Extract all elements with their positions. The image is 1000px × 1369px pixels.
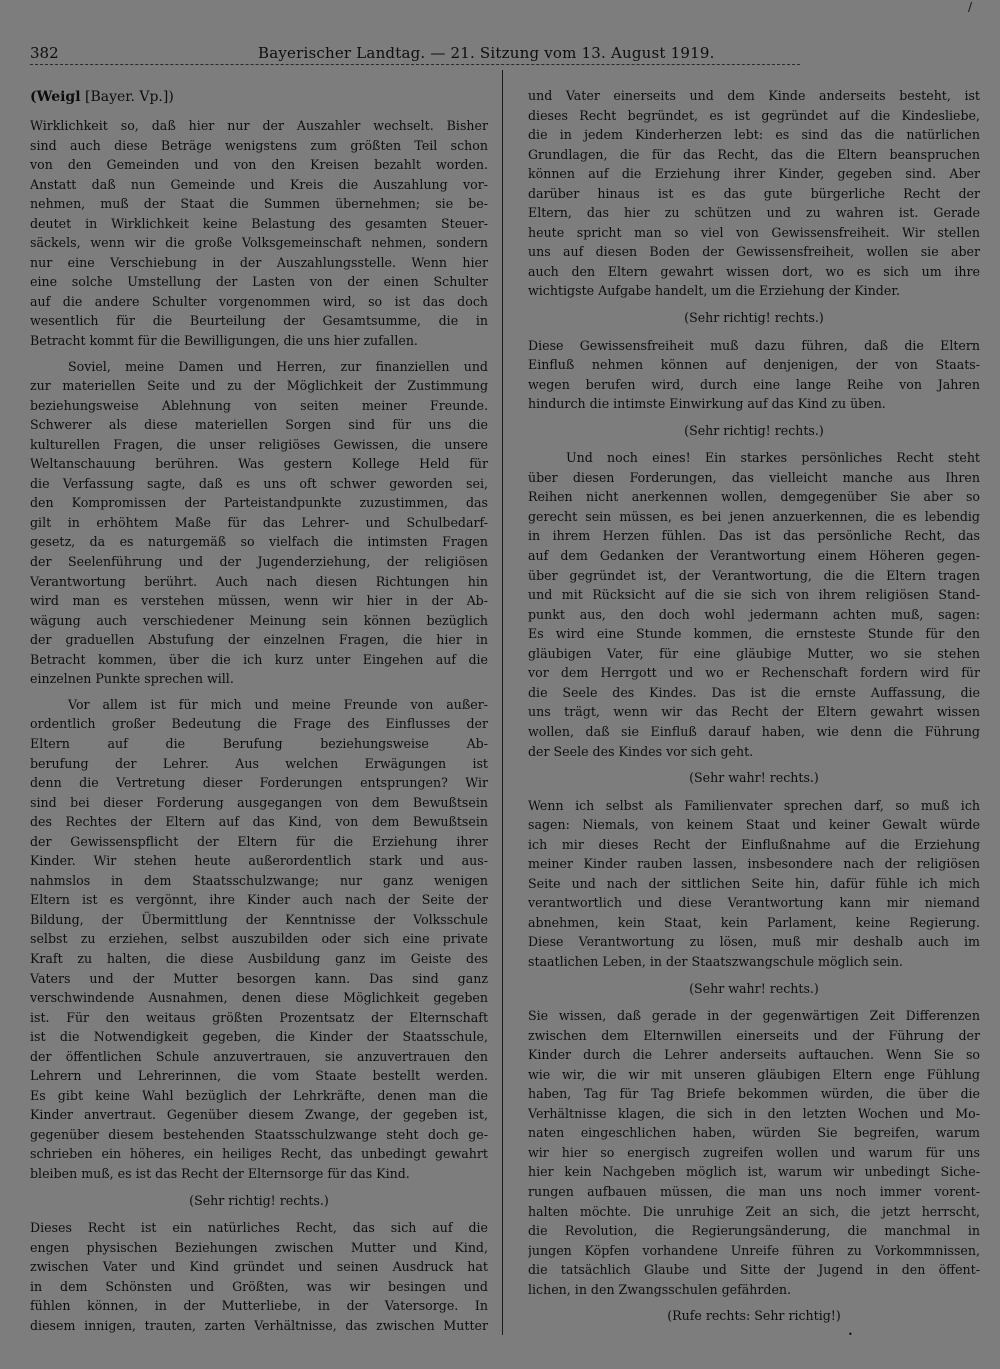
text-line: ist. Für den weitaus größten Prozentsatz der Elternschaft <box>30 1009 488 1025</box>
text-line: diesem innigen, trauten, zarten Verhältnisse, das zwischen Mutter <box>30 1317 488 1333</box>
text-line: Eltern ist es vergönnt, ihre Kinder auch nach der Seite der <box>30 892 488 908</box>
text-line: und Vater einerseits und dem Kinde anderseits besteht, ist <box>528 88 980 103</box>
paragraph <box>528 86 980 301</box>
paragraph <box>30 1218 488 1335</box>
text-line: über diesen Forderungen, das vielleicht manche aus Ihren <box>528 469 980 485</box>
interjection: (Rufe rechts: Sehr richtig!) <box>667 1308 841 1324</box>
text-line: verantwortlich und diese Verantwortung kann mir niemand <box>528 895 980 911</box>
text-line: beziehungsweise Ablehnung von seiten meiner Freunde. <box>30 397 488 413</box>
text-line: in ihrem Herzen fühlen. Das ist das persönliche Recht, das <box>528 528 980 544</box>
text-line: ich mir dieses Recht der Einflußnahme auf die Erziehung <box>528 836 980 852</box>
text-line: die in jedem Kinderherzen lebt: es sind das die natürlichen <box>528 127 980 143</box>
text-line: und mit Rücksicht auf die sie sich von ihrem religiösen Stand- <box>528 587 980 603</box>
text-line: der Seele des Kindes vor sich geht. <box>528 743 754 759</box>
speaker-party: [Bayer. Vp.]) <box>85 89 174 105</box>
text-line: nahmslos in dem Staatsschulzwange; nur ganz wenigen <box>30 872 488 888</box>
text-line: nehmen, muß der Staat die Summen übernehmen; sie be- <box>30 196 488 212</box>
text-line: wegen berufen wird, durch eine lange Reihe von Jahren <box>528 376 980 392</box>
text-line: uns auf diesen Boden der Gewissensfreiheit, wollen sie aber <box>528 244 980 260</box>
text-line: Es gibt keine Wahl bezüglich der Lehrkräfte, denen man die <box>30 1087 488 1103</box>
interjection: (Sehr wahr! rechts.) <box>689 770 819 786</box>
interjection: (Sehr richtig! rechts.) <box>684 310 824 326</box>
text-line: gegenüber diesem bestehenden Staatsschulzwange steht doch ge- <box>30 1126 488 1142</box>
text-line: sind auch diese Beträge wenigstens zum größten Teil schon <box>30 137 488 153</box>
text-line: von den Gemeinden und von den Kreisen bezahlt worden. <box>30 157 488 173</box>
text-line: Und noch eines! Ein starkes persönliches Recht steht <box>566 450 980 466</box>
text-line: über gegründet ist, der Verantwortung, die die Eltern tragen <box>528 567 980 583</box>
text-line: wollen, daß sie Einfluß darauf haben, wie denn die Führung <box>528 723 980 739</box>
text-line: zwischen Vater und Kind gründet und seinen Ausdruck hat <box>30 1259 488 1275</box>
text-line: abnehmen, kein Staat, kein Parlament, keine Regierung. <box>528 914 980 930</box>
text-line: die tatsächlich Glaube und Sitte der Jugend in den öffent- <box>528 1262 980 1278</box>
text-line: hindurch die intimste Einwirkung auf das Kind zu üben. <box>528 396 886 412</box>
text-line: Es wird eine Stunde kommen, die ernsteste Stunde für den <box>528 626 980 642</box>
speaker-name: (Weigl <box>30 89 81 105</box>
text-line: vor dem Herrgott und wo er Rechenschaft fordern wird für <box>528 665 980 681</box>
paragraph <box>30 357 488 689</box>
paragraph <box>528 796 980 972</box>
text-line: Betracht kommt für die Bewilligungen, die uns hier zufallen. <box>30 333 418 349</box>
text-line: fühlen können, in der Mutterliebe, in der Vatersorge. In <box>30 1298 488 1314</box>
text-line: Dieses Recht ist ein natürliches Recht, das sich auf die <box>30 1220 488 1236</box>
text-line: wesentlich für die Beurteilung der Gesamtsumme, die in <box>30 313 488 329</box>
text-line: Bildung, der Übermittlung der Kenntnisse der Volksschule <box>30 911 488 927</box>
text-line: Wenn ich selbst als Familienvater sprechen darf, so muß ich <box>528 797 980 813</box>
text-line: in dem Schönsten und Größten, was wir besingen und <box>30 1278 488 1294</box>
text-line: Grundlagen, die für das Recht, das die Eltern beanspruchen <box>528 146 980 162</box>
paragraph <box>30 116 488 351</box>
text-line: der graduellen Abstufung der einzelnen Fragen, die hier in <box>30 632 488 648</box>
text-line: gerecht sein müssen, es bei jenen anzuerkennen, die es lebendig <box>528 508 980 524</box>
text-line: verschwindende Ausnahmen, denen diese Möglichkeit gegeben <box>30 990 488 1006</box>
text-line: kulturellen Fragen, die unser religiöses Gewissen, die unsere <box>30 436 488 452</box>
text-line: denn die Vertretung dieser Forderungen entsprungen? Wir <box>30 775 488 791</box>
text-line: Wirklichkeit so, daß hier nur der Auszahler wechselt. Bisher <box>30 118 488 133</box>
text-line: Schwerer als diese materiellen Sorgen sind für uns die <box>30 417 488 433</box>
text-line: Sie wissen, daß gerade in der gegenwärtigen Zeit Differenzen <box>528 1008 980 1024</box>
text-line: wie wir, die wir mit unseren gläubigen Eltern enge Fühlung <box>528 1066 980 1082</box>
text-line: rungen aufbauen müssen, die man uns noch immer vorent- <box>528 1183 980 1199</box>
text-line: schrieben ein höheres, ein heiliges Recht, das unbedingt gewahrt <box>30 1146 488 1162</box>
running-title: Bayerischer Landtag. — 21. Sitzung vom 13. August 1919. <box>258 44 715 62</box>
text-line: Diese Verantwortung zu lösen, muß mir deshalb auch im <box>528 934 980 950</box>
text-line: haben, Tag für Tag Briefe bekommen würden, die über die <box>528 1086 980 1102</box>
text-line: Kinder durch die Lehrer anderseits auftauchen. Wenn Sie so <box>528 1047 980 1063</box>
footer-dot: • <box>848 1330 853 1339</box>
text-line: uns trägt, wenn wir das Recht der Eltern gewahrt wissen <box>528 704 980 720</box>
text-line: auf die andere Schulter vorgenommen wird, so ist das doch <box>30 293 488 309</box>
text-line: sind bei dieser Forderung ausgegangen von dem Bewußtsein <box>30 794 488 810</box>
text-line: auch den Eltern gewahrt wissen dort, wo es sich um ihre <box>528 263 980 279</box>
right-column <box>528 86 980 1334</box>
text-line: heute spricht man so viel von Gewissensfreiheit. Wir stellen <box>528 224 980 240</box>
text-line: darüber hinaus ist es das gute bürgerliche Recht der <box>528 185 980 201</box>
paragraph <box>30 695 488 1184</box>
text-line: meiner Kinder rauben lassen, insbesondere nach der religiösen <box>528 856 980 872</box>
text-line: ist die Notwendigkeit gegeben, die Kinder der Staatsschule, <box>30 1029 488 1045</box>
text-line: selbst zu erziehen, selbst auszubilden oder sich eine private <box>30 931 488 947</box>
text-line: wägung auch verschiedener Meinung sein können bezüglich <box>30 612 488 628</box>
text-line: gläubigen Vater, für eine gläubige Mutter, wo sie stehen <box>528 645 980 661</box>
text-line: einzelnen Punkte sprechen will. <box>30 671 234 687</box>
text-line: punkt aus, den doch wohl jedermann achten muß, sagen: <box>528 606 980 622</box>
corner-mark: / <box>967 0 972 14</box>
text-line: gilt in erhöhtem Maße für das Lehrer- und Schulbedarf- <box>30 514 488 530</box>
text-line: Weltanschauung berühren. Was gestern Kollege Held für <box>30 456 488 472</box>
text-line: Vor allem ist für mich und meine Freunde von außer- <box>68 696 488 712</box>
text-line: der Seelenführung und der Jugenderziehung, der religiösen <box>30 554 488 570</box>
text-line: Seite und nach der sittlichen Seite hin, dafür fühle ich mich <box>528 875 980 891</box>
text-line: staatlichen Leben, in der Staatszwangschule möglich sein. <box>528 953 903 969</box>
interjection: (Sehr richtig! rechts.) <box>189 1192 329 1208</box>
paragraph <box>528 448 980 761</box>
text-line: halten möchte. Die unruhige Zeit an sich, die jetzt herrscht, <box>528 1203 980 1219</box>
text-line: naten eingeschlichen haben, würden Sie begreifen, warum <box>528 1125 980 1141</box>
text-line: säckels, wenn wir die große Volksgemeinschaft nehmen, sondern <box>30 235 488 251</box>
text-line: die Revolution, die Regierungsänderung, die manchmal in <box>528 1223 980 1239</box>
text-line: des Rechtes der Eltern auf das Kind, von dem Bewußtsein <box>30 814 488 830</box>
left-column <box>30 86 488 1335</box>
text-line: gesetz, da es naturgemäß so vielfach die intimsten Fragen <box>30 534 488 550</box>
text-line: die Verfassung sagte, daß es uns oft schwer geworden sei, <box>30 475 488 491</box>
text-line: ordentlich großer Bedeutung die Frage des Einflusses der <box>30 716 488 732</box>
interjection: (Sehr richtig! rechts.) <box>684 422 824 438</box>
text-line: Einfluß nehmen können auf denjenigen, der von Staats- <box>528 357 980 373</box>
text-line: Anstatt daß nun Gemeinde und Kreis die Auszahlung vor- <box>30 176 488 192</box>
text-line: Betracht kommen, über die ich kurz unter Eingehen auf die <box>30 651 488 667</box>
text-line: nur eine Verschiebung in der Auszahlungsstelle. Wenn hier <box>30 254 488 270</box>
text-line: Kinder anvertraut. Gegenüber diesem Zwange, der gegeben ist, <box>30 1107 488 1123</box>
text-line: lichen, in den Zwangsschulen gefährden. <box>528 1281 792 1297</box>
text-line: der Gewissenspflicht der Eltern für die Erziehung ihrer <box>30 833 488 849</box>
text-line: Eltern, das hier zu schützen und zu wahren ist. Gerade <box>528 205 980 221</box>
text-line: Verhältnisse klagen, die sich in den letzten Wochen und Mo- <box>528 1105 980 1121</box>
column-divider <box>502 70 503 1335</box>
text-line: Vaters und der Mutter besorgen kann. Das sind ganz <box>30 970 488 986</box>
text-line: Kraft zu halten, die diese Ausbildung ganz im Geiste des <box>30 950 488 966</box>
text-line: wir hier so energisch zugreifen wollen und warum für uns <box>528 1144 980 1160</box>
text-line: auf dem Gedanken der Verantwortung einem Höheren gegen- <box>528 548 980 564</box>
text-line: zwischen dem Elternwillen einerseits und der Führung der <box>528 1027 980 1043</box>
text-line: wichtigste Aufgabe handelt, um die Erziehung der Kinder. <box>528 283 900 299</box>
text-line: zur materiellen Seite und zu der Möglichkeit der Zustimmung <box>30 378 488 394</box>
text-line: Reihen nicht anerkennen wollen, demgegenüber Sie aber so <box>528 489 980 505</box>
text-line: Eltern auf die Berufung beziehungsweise Ab- <box>30 735 488 751</box>
text-line: Lehrern und Lehrerinnen, die vom Staate bestellt werden. <box>30 1068 488 1084</box>
text-line: die Seele des Kindes. Das ist die ernste Auffassung, die <box>528 684 980 700</box>
text-line: hier kein Nachgeben möglich ist, warum wir unbedingt Siche- <box>528 1164 980 1180</box>
paragraph <box>528 336 980 414</box>
interjection: (Sehr wahr! rechts.) <box>689 980 819 996</box>
header-rule <box>30 64 800 65</box>
text-line: engen physischen Beziehungen zwischen Mutter und Kind, <box>30 1239 488 1255</box>
text-line: Diese Gewissensfreiheit muß dazu führen, daß die Eltern <box>528 337 980 353</box>
text-line: bleiben muß, es ist das Recht der Elternsorge für das Kind. <box>30 1165 410 1181</box>
text-line: dieses Recht begründet, es ist gegründet auf die Kindesliebe, <box>528 107 980 123</box>
text-line: können auf die Erziehung ihrer Kinder, gegeben sind. Aber <box>528 166 980 182</box>
paragraph <box>528 1006 980 1299</box>
text-line: der öffentlichen Schule anzuvertrauen, sie anzuvertrauen den <box>30 1048 488 1064</box>
text-line: wird man es verstehen müssen, wenn wir hier in der Ab- <box>30 593 488 609</box>
text-line: eine solche Umstellung der Lasten von der einen Schulter <box>30 274 488 290</box>
text-line: berufung der Lehrer. Aus welchen Erwägungen ist <box>30 755 488 771</box>
text-line: deutet in Wirklichkeit keine Belastung des gesamten Steuer- <box>30 215 488 231</box>
page-number: 382 <box>30 44 59 62</box>
text-line: Verantwortung berührt. Auch nach diesen Richtungen hin <box>30 573 488 589</box>
text-line: jungen Köpfen vorhandene Unreife führen zu Vorkommnissen, <box>528 1242 980 1258</box>
speaker-heading <box>30 86 488 108</box>
text-line: Soviel, meine Damen und Herren, zur finanziellen und <box>68 358 488 374</box>
text-line: sagen: Niemals, von keinem Staat und keiner Gewalt würde <box>528 817 980 833</box>
text-line: den Kompromissen der Parteistandpunkte zuzustimmen, das <box>30 495 488 511</box>
text-line: Kinder. Wir stehen heute außerordentlich stark und aus- <box>30 853 488 869</box>
